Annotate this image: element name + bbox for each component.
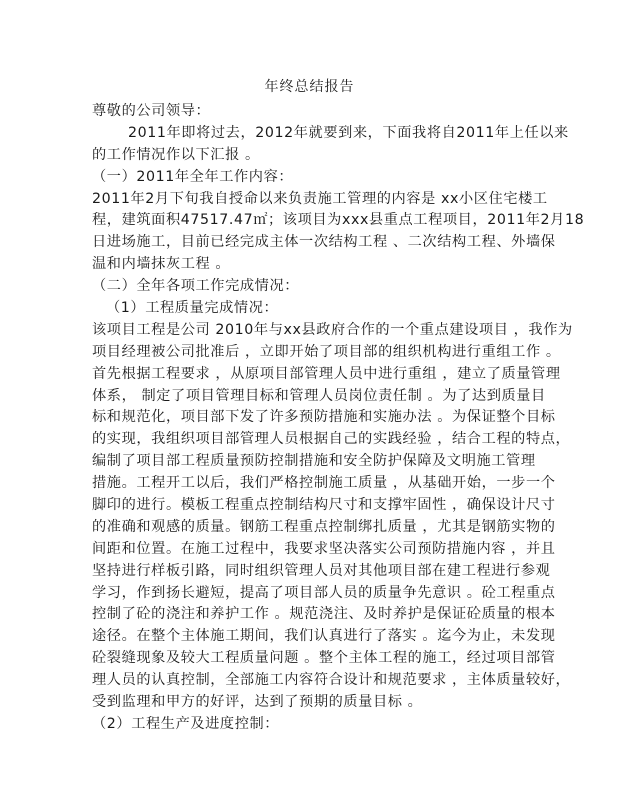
paragraph-line: 标和规范化，项目部下发了许多预防措施和实施办法 。为保证整个目标 — [92, 409, 556, 426]
paragraph-line: 受到监理和甲方的好评，达到了预期的质量目标 。 — [92, 694, 423, 711]
paragraph-line: 砼裂缝现象及较大工程质量问题 。整个主体工程的施工，经过项目部管 — [92, 650, 556, 667]
paragraph-line: 间距和位置。在施工过程中，我要求坚决落实公司预防措施内容 ，并且 — [92, 540, 556, 557]
paragraph-line: 2011年即将过去，2012年就要到来，下面我将自2011年上任以来 — [128, 124, 569, 141]
paragraph-line: 的准确和观感的质量。钢筋工程重点控制绑扎质量 ，尤其是钢筋实物的 — [92, 518, 556, 535]
paragraph-line: 该项目工程是公司 2010年与xx县政府合作的一个重点建设项目 ，我作为 — [92, 321, 573, 338]
paragraph-line: 2011年2月下旬我自授命以来负责施工管理的内容是 xx小区住宅楼工 — [92, 190, 548, 207]
paragraph-line: 体系， 制定了项目管理目标和管理人员岗位责任制 。为了达到质量目 — [92, 387, 546, 404]
paragraph-line: （一）2011年全年工作内容： — [92, 168, 294, 185]
paragraph-line: 日进场施工，目前已经完成主体一次结构工程 、二次结构工程、外墙保 — [92, 234, 556, 251]
paragraph-line: 学习，作到扬长避短，提高了项目部人员的质量争先意识 。砼工程重点 — [92, 584, 556, 601]
paragraph-line: 项目经理被公司批准后 ，立即开始了项目部的组织机构进行重组工作 。 — [92, 343, 561, 360]
document-body — [92, 101, 585, 736]
paragraph-line: 坚持进行样板引路，同时组织管理人员对其他项目部在建工程进行参观 — [92, 562, 551, 579]
paragraph-line: 编制了项目部工程质量预防控制措施和安全防护保障及文明施工管理 — [92, 453, 536, 470]
document-title: 年终总结报告 — [264, 79, 355, 95]
paragraph-line: 的实现，我组织项目部管理人员根据自己的实践经验 ，结合工程的特点， — [92, 431, 571, 448]
paragraph-line: 首先根据工程要求 ，从原项目部管理人员中进行重组 ，建立了质量管理 — [92, 365, 561, 382]
paragraph-line: （2）工程生产及进度控制： — [92, 715, 280, 732]
paragraph-line: 理人员的认真控制，全部施工内容符合设计和规范要求 ，主体质量较好， — [92, 672, 571, 689]
paragraph-line: 程，建筑面积47517.47㎡；该项目为xxx县重点工程项目，2011年2月18 — [92, 212, 585, 229]
paragraph-line: 控制了砼的浇注和养护工作 。规范浇注、及时养护是保证砼质量的根本 — [92, 606, 556, 623]
paragraph-line: 尊敬的公司领导： — [92, 103, 211, 119]
paragraph-line: （二）全年各项工作完成情况： — [92, 278, 300, 295]
paragraph-line: 温和内墙抹灰工程 。 — [92, 256, 231, 273]
paragraph-line: 脚印的进行。模板工程重点控制结构尺寸和支撑牢固性 ，确保设计尺寸 — [92, 497, 556, 514]
paragraph-line: 途径。在整个主体施工期间，我们认真进行了落实 。迄今为止，未发现 — [92, 628, 556, 645]
paragraph-line: 措施。工程开工以后，我们严格控制施工质量 ，从基础开始，一步一个 — [92, 475, 556, 492]
paragraph-line: （1）工程质量完成情况： — [106, 300, 279, 317]
paragraph-line: 的工作情况作以下汇报 。 — [92, 146, 260, 163]
